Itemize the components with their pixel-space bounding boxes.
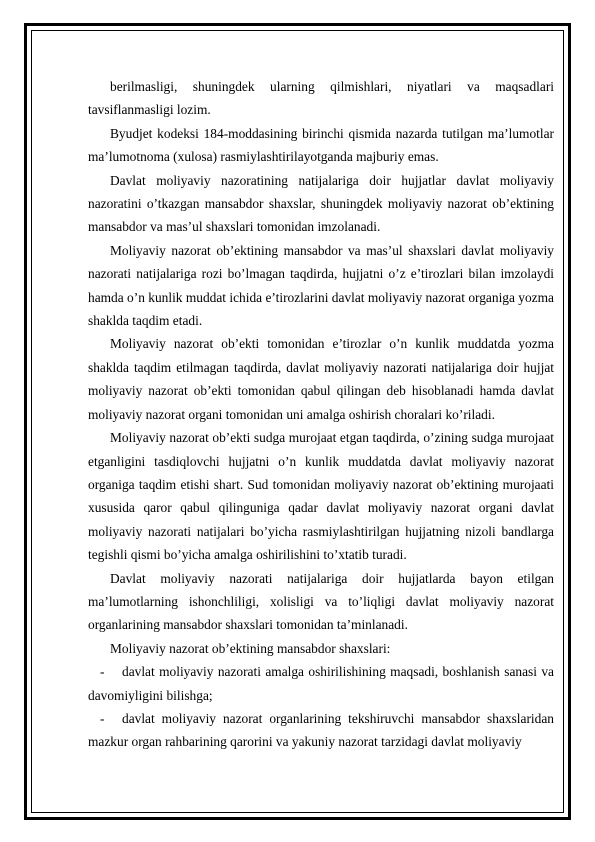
paragraph-2: Byudjet kodeksi 184-moddasining birinchi qismida nazarda tutilgan ma’lumotlar ma’lumotnoma (xulosa) rasmiylashtirilayotganda majburiy emas. <box>88 125 554 165</box>
bullet-text: davlat moliyaviy nazorat organlarining tekshiruvchi mansabdor shaxslaridan mazkur organ rahbarining qarorini va yakuniy nazorat tarzidagi davlat moliyaviy <box>88 710 554 750</box>
paragraph-3: Davlat moliyaviy nazoratining natijalariga doir hujjatlar davlat moliyaviy nazoratini o’tkazgan mansabdor shaxslar, shuningdek moliyaviy nazorat ob’ektining mansabdor va mas’ul shaxslari tomonidan imzolanadi. <box>88 172 554 235</box>
paragraph-8: Moliyaviy nazorat ob’ektining mansabdor shaxslari: <box>110 640 391 656</box>
bullet-marker: - <box>100 664 105 680</box>
bullet-item-1 <box>88 660 554 707</box>
bullet-text: davlat moliyaviy nazorati amalga oshirilishining maqsadi, boshlanish sanasi va davomiyligini bilishga; <box>88 664 554 703</box>
document-body <box>88 75 554 754</box>
paragraph-6: Moliyaviy nazorat ob’ekti sudga murojaat etgan taqdirda, o’zining sudga murojaat etganligini tasdiqlovchi hujjatni o’n kunlik muddatda davlat moliyaviy nazorat organiga taqdim etishi shart. Sud tomonidan moliyaviy nazorat ob’ektining murojaati xususida qaror qabul qilinguniga qadar davlat moliyaviy nazorat organi davlat moliyaviy nazorati natijalari bo’yicha rasmiylashtirilgan hujjatning nizoli bandlarga tegishli qismi bo’yicha amalga oshirilishini to’xtatib turadi. <box>88 430 554 563</box>
paragraph-5: Moliyaviy nazorat ob’ekti tomonidan e’tirozlar o’n kunlik muddatda yozma shaklda taqdim etilmagan taqdirda, davlat moliyaviy nazorati natijalariga doir hujjat moliyaviy nazorat ob’ekti tomonidan qabul qilingan deb hisoblanadi hamda davlat moliyaviy nazorat organi tomonidan uni amalga oshirish choralari ko’riladi. <box>88 336 554 422</box>
paragraph-7: Davlat moliyaviy nazorati natijalariga doir hujjatlarda bayon etilgan ma’lumotlarning ishonchliligi, xolisligi va to’liqligi davlat moliyaviy nazorat organlarining mansabdor shaxslari tomonidan ta’minlanadi. <box>88 570 554 633</box>
paragraph-4: Moliyaviy nazorat ob’ektining mansabdor va mas’ul shaxslari davlat moliyaviy nazorati natijalariga rozi bo’lmagan taqdirda, hujjatni o’z e’tirozlari bilan imzolaydi hamda o’n kunlik muddat ichida e’tirozlarini davlat moliyaviy nazorat organiga yozma shaklda taqdim etadi. <box>88 242 554 329</box>
paragraph-1: berilmasligi, shuningdek ularning qilmishlari, niyatlari va maqsadlari tavsiflanmasligi lozim. <box>88 79 554 118</box>
bullet-item-2 <box>88 707 554 754</box>
bullet-marker: - <box>100 710 105 726</box>
